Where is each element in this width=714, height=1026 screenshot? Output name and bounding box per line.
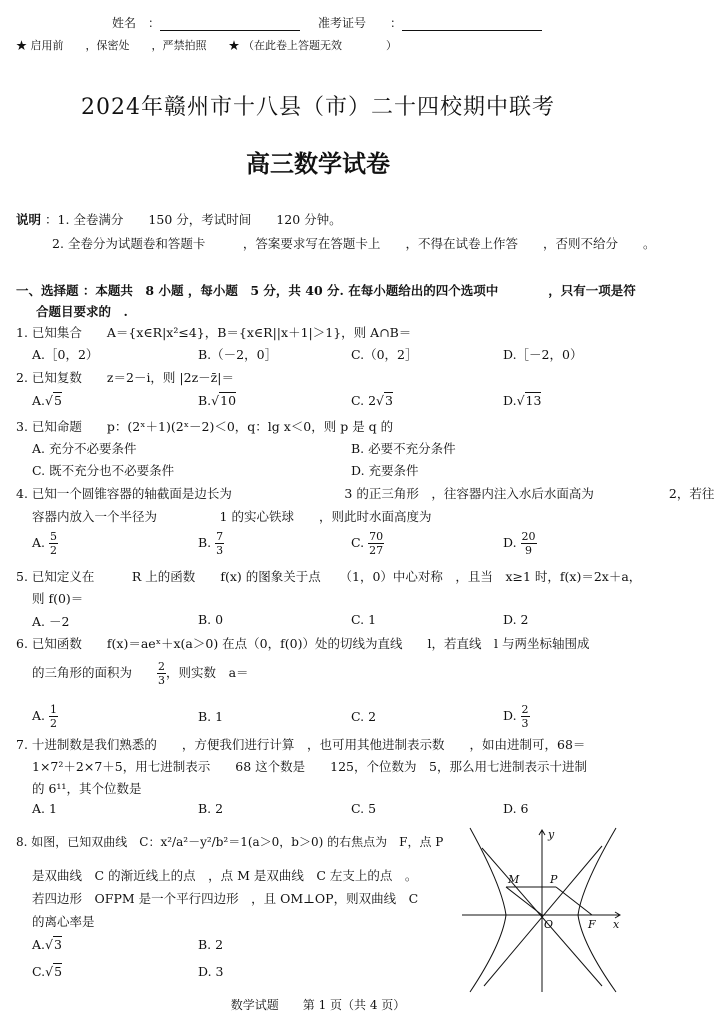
q8-option-b[interactable]: B. 2 bbox=[198, 937, 224, 952]
q2-option-c[interactable]: C. 2√3 bbox=[351, 393, 393, 408]
id-label: 准考证号 ： bbox=[318, 14, 542, 31]
q8-option-a[interactable]: A.√3 bbox=[32, 937, 62, 952]
q2-option-d[interactable]: D.√13 bbox=[503, 393, 542, 408]
q7-stem-line3: 的 6¹¹，其个位数是 bbox=[32, 781, 142, 796]
name-label: 姓名 ： bbox=[112, 14, 300, 31]
q7-option-c[interactable]: C. 5 bbox=[351, 801, 377, 816]
q2-option-b[interactable]: B.√10 bbox=[198, 393, 237, 408]
segment-pf bbox=[556, 887, 592, 915]
q6-option-a[interactable]: A. $\frac{1}{2}$ bbox=[32, 703, 57, 730]
q1-option-d[interactable]: D.［－2，0） bbox=[503, 347, 583, 362]
q6-option-d[interactable]: D. $\frac{2}{3}$ bbox=[503, 703, 529, 730]
q4-option-d[interactable]: D. $\frac{20}{9}$ bbox=[503, 530, 536, 557]
q6-stem-line1: 6. 已知函数 f(x)＝aeˣ＋x(a＞0) 在点（0，f(0)）处的切线为直线 l，若直线 l 与两坐标轴围成 bbox=[16, 636, 590, 651]
q4-option-c[interactable]: C. $\frac{70}{27}$ bbox=[351, 530, 384, 557]
section1-heading-cont: 合题目要求的 . bbox=[36, 304, 128, 319]
segment-om bbox=[506, 887, 542, 915]
q8-option-d[interactable]: D. 3 bbox=[198, 964, 224, 979]
instructions-line2: 2. 全卷分为试题卷和答题卡 ，答案要求写在答题卡上 ，不得在试卷上作答 ，否则不给分 。 bbox=[52, 236, 656, 251]
q8-option-c[interactable]: C.√5 bbox=[32, 964, 63, 979]
label-m: M bbox=[508, 873, 520, 886]
q8-stem-line4: 的离心率是 bbox=[32, 914, 95, 929]
q5-option-b[interactable]: B. 0 bbox=[198, 612, 224, 627]
q7-option-b[interactable]: B. 2 bbox=[198, 801, 224, 816]
q1-stem: 1. 已知集合 A＝{x∈R|x²≤4}，B＝{x∈R||x＋1|＞1}，则 A∩B＝ bbox=[16, 325, 412, 340]
q2-stem: 2. 已知复数 z＝2－i，则 |2z－z̄|＝ bbox=[16, 370, 234, 385]
q6-option-b[interactable]: B. 1 bbox=[198, 709, 224, 724]
q4-option-a[interactable]: A. $\frac{5}{2}$ bbox=[32, 530, 57, 557]
hyperbola-figure bbox=[462, 826, 628, 994]
label-x: x bbox=[613, 918, 620, 931]
secret-note: ★ 启用前 ，保密处 ，严禁拍照 ★ （在此卷上答题无效 ） bbox=[16, 39, 397, 52]
q6-option-c[interactable]: C. 2 bbox=[351, 709, 377, 724]
q1-option-a[interactable]: A.［0，2） bbox=[32, 347, 99, 362]
q7-option-a[interactable]: A. 1 bbox=[32, 801, 57, 816]
q5-option-d[interactable]: D. 2 bbox=[503, 612, 529, 627]
q5-stem-line1: 5. 已知定义在 R 上的函数 f(x) 的图象关于点 （1，0）中心对称 ，且当 x≥1 时，f(x)＝2x＋a， bbox=[16, 569, 642, 584]
q3-option-b[interactable]: B. 必要不充分条件 bbox=[351, 441, 456, 456]
name-blank[interactable] bbox=[160, 16, 300, 31]
q6-stem-line2: 的三角形的面积为 $\frac{2}{3}$ ，则实数 a＝ bbox=[32, 660, 249, 687]
q3-option-d[interactable]: D. 充要条件 bbox=[351, 463, 419, 478]
q2-option-a[interactable]: A.√5 bbox=[32, 393, 62, 408]
q3-stem: 3. 已知命题 p：(2ˣ＋1)(2ˣ－2)＜0，q：lg x＜0，则 p 是 q 的 bbox=[16, 419, 394, 434]
q4-stem-line1: 4. 已知一个圆锥容器的轴截面是边长为 3 的正三角形 ，往容器内注入水后水面高为 2，若往 bbox=[16, 486, 714, 501]
q5-option-a[interactable]: A. －2 bbox=[32, 614, 70, 629]
id-blank[interactable] bbox=[402, 16, 542, 31]
label-o: O bbox=[544, 918, 554, 931]
left-branch bbox=[470, 828, 506, 992]
instructions-line1: 说明 ：1. 全卷满分 150 分，考试时间 120 分钟。 bbox=[16, 212, 342, 227]
page-title: 2024年赣州市十八县（市）二十四校期中联考 bbox=[81, 95, 555, 120]
q5-stem-line2: 则 f(0)＝ bbox=[32, 591, 84, 606]
q1-option-c[interactable]: C.（0，2］ bbox=[351, 347, 418, 362]
q3-option-a[interactable]: A. 充分不必要条件 bbox=[32, 441, 137, 456]
label-f: F bbox=[588, 918, 596, 931]
q8-stem-line3: 若四边形 OFPM 是一个平行四边形 ，且 OM⊥OP，则双曲线 C bbox=[32, 891, 419, 906]
q8-stem-line1: 8. 如图，已知双曲线 C：x²/a²－y²/b²＝1(a＞0，b＞0) 的右焦点为 F，点 P bbox=[16, 835, 444, 849]
q4-stem-line2: 容器内放入一个半径为 1 的实心铁球 ，则此时水面高度为 bbox=[32, 509, 432, 524]
q8-stem-line2: 是双曲线 C 的渐近线上的点 ，点 M 是双曲线 C 左支上的点 。 bbox=[32, 868, 418, 883]
q7-stem-line2: 1×7²＋2×7＋5，用七进制表示 68 这个数是 125，个位数为 5，那么用七进制表示十进制 bbox=[32, 759, 587, 774]
q4-option-b[interactable]: B. $\frac{7}{3}$ bbox=[198, 530, 224, 557]
page-subtitle: 高三数学试卷 bbox=[246, 150, 390, 178]
label-p: P bbox=[550, 873, 558, 886]
section1-heading: 一、选择题 ：本题共 8 小题 ，每小题 5 分，共 40 分. 在每小题给出的四个选项中 ，只有一项是符 bbox=[16, 283, 636, 298]
q7-option-d[interactable]: D. 6 bbox=[503, 801, 529, 816]
q7-stem-line1: 7. 十进制数是我们熟悉的 ，方便我们进行计算 ，也可用其他进制表示数 ，如由进制可，68＝ bbox=[16, 737, 586, 752]
q3-option-c[interactable]: C. 既不充分也不必要条件 bbox=[32, 463, 175, 478]
page-footer: 数学试题 第 1 页（共 4 页） bbox=[230, 998, 406, 1012]
q1-option-b[interactable]: B.（－2，0］ bbox=[198, 347, 278, 362]
label-y: y bbox=[548, 828, 555, 841]
q5-option-c[interactable]: C. 1 bbox=[351, 612, 377, 627]
